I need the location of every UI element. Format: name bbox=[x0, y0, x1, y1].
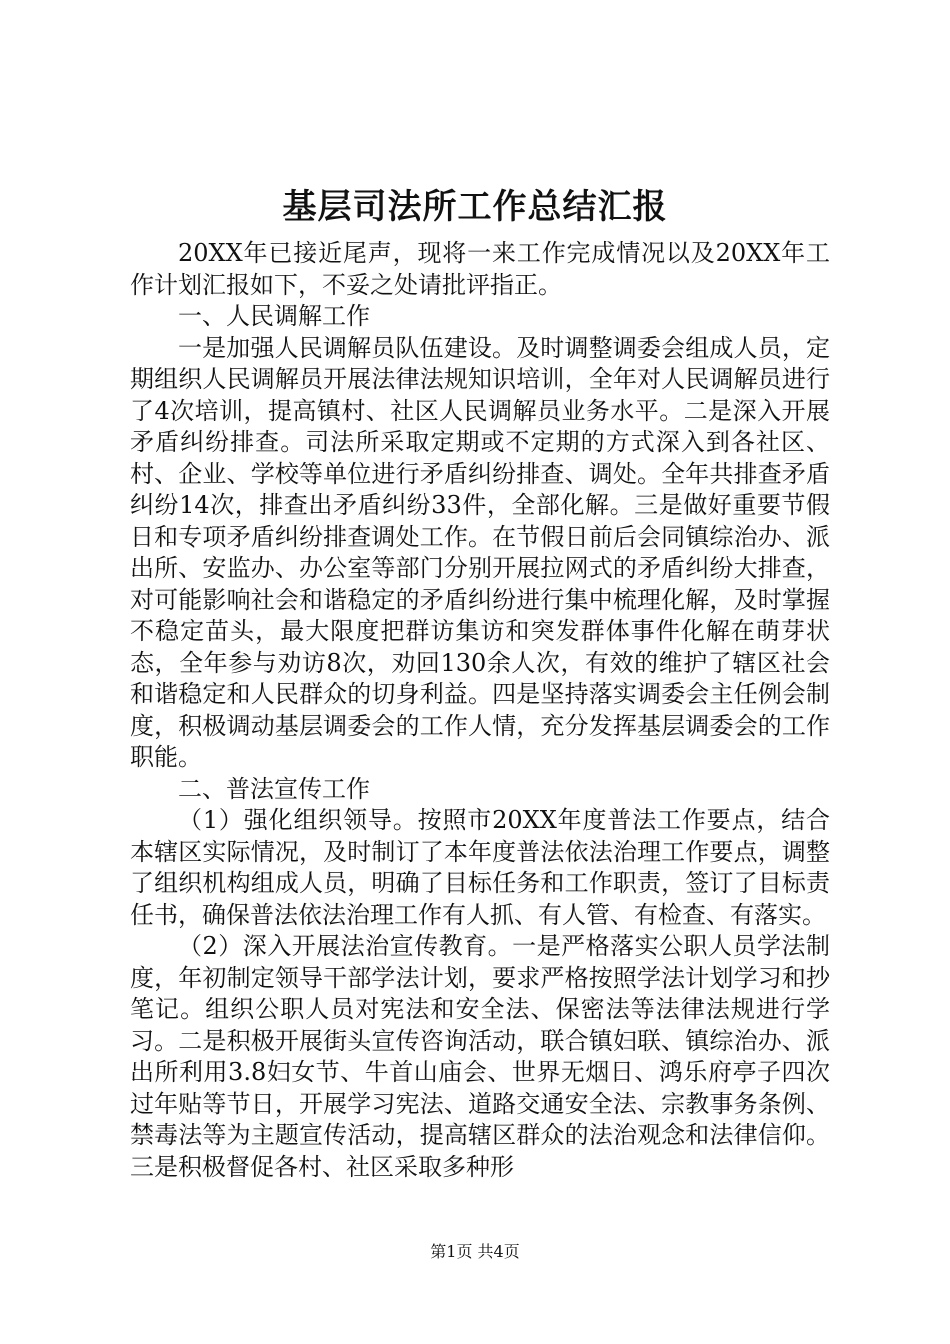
intro-paragraph: 20XX年已接近尾声，现将一来工作完成情况以及20XX年工作计划汇报如下，不妥之处请批评指正。 bbox=[130, 239, 830, 299]
section-heading-legal-education: 二、普法宣传工作 bbox=[178, 774, 370, 803]
document-title: 基层司法所工作总结汇报 bbox=[282, 187, 668, 227]
legal-education-paragraph: （2）深入开展法治宣传教育。一是严格落实公职人员学法制度，年初制定领导干部学法计划，要求严格按照学法计划学习和抄笔记。组织公职人员对宪法和安全法、保密法等法律法规进行学习。二是积极开展街头宣传咨询活动，联合镇妇联、镇综治办、派出所利用3.8妇女节、牛首山庙会、世界无烟日、鸿乐府亭子四次过年贴等节日，开展学习宪法、道路交通安全法、宗教事务条例、禁毒法等为主题宣传活动，提高辖区群众的法治观念和法律信仰。三是积极督促各村、社区采取多种形 bbox=[130, 932, 830, 1181]
organization-leadership-paragraph: （1）强化组织领导。按照市20XX年度普法工作要点，结合本辖区实际情况，及时制订了本年度普法依法治理工作要点，调整了组织机构组成人员，明确了目标任务和工作职责，签订了目标责任书，确保普法依法治理工作有人抓、有人管、有检查、有落实。 bbox=[130, 806, 830, 929]
mediation-paragraph: 一是加强人民调解员队伍建设。及时调整调委会组成人员，定期组织人民调解员开展法律法规知识培训，全年对人民调解员进行了4次培训，提高镇村、社区人民调解员业务水平。二是深入开展矛盾纠纷排查。司法所采取定期或不定期的方式深入到各社区、村、企业、学校等单位进行矛盾纠纷排查、调处。全年共排查矛盾纠纷14次，排查出矛盾纠纷33件，全部化解。三是做好重要节假日和专项矛盾纠纷排查调处工作。在节假日前后会同镇综治办、派出所、安监办、办公室等部门分别开展拉网式的矛盾纠纷大排查，对可能影响社会和谐稳定的矛盾纠纷进行集中梳理化解，及时掌握不稳定苗头，最大限度把群访集访和突发群体事件化解在萌芽状态，全年参与劝访8次，劝回130余人次，有效的维护了辖区社会和谐稳定和人民群众的切身利益。四是坚持落实调委会主任例会制度，积极调动基层调委会的工作人情，充分发挥基层调委会的工作职能。 bbox=[130, 333, 830, 771]
page-number-footer: 第1页 共4页 bbox=[430, 1242, 520, 1261]
document-body bbox=[130, 238, 830, 1183]
section-heading-mediation: 一、人民调解工作 bbox=[178, 302, 370, 330]
